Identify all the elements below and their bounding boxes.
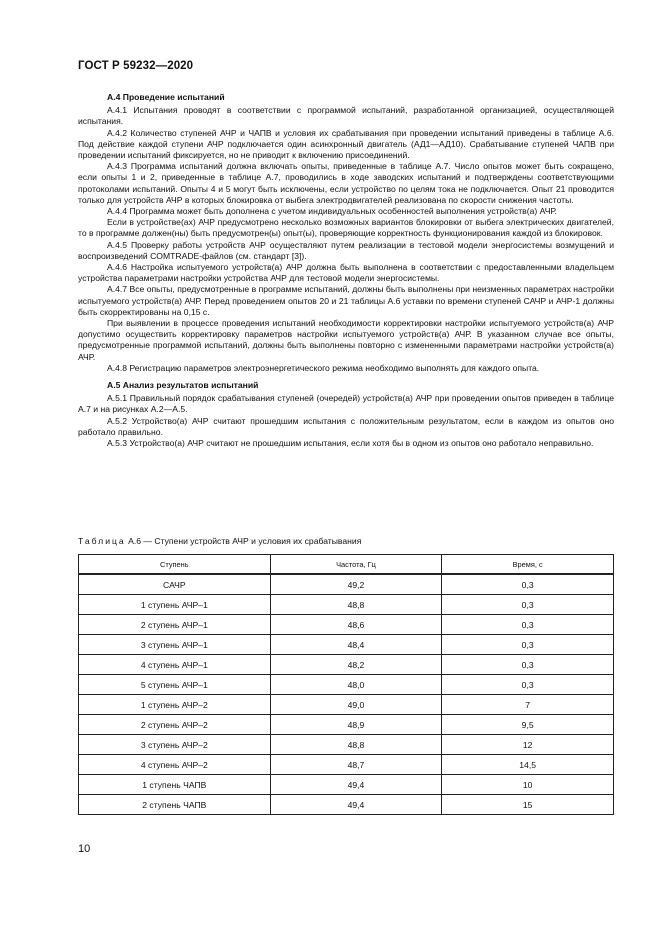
cell-step: 5 ступень АЧР–1 (79, 675, 271, 695)
cell-step: 1 ступень АЧР–1 (79, 595, 271, 615)
cell-step: 1 ступень ЧАПВ (79, 775, 271, 795)
cell-time: 0,3 (442, 675, 614, 695)
steps-table (78, 554, 614, 815)
table-row (79, 595, 614, 615)
cell-frequency: 48,8 (270, 735, 442, 755)
standard-header: ГОСТ Р 59232—2020 (78, 60, 194, 72)
paragraph: А.4.6 Настройка испытуемого устройств(а) АЧР должна быть выполнена в соответствии с предоставленными владельцем устройства параметрами настройки устройства АЧР для тестовой модели энергосистемы. (78, 262, 614, 284)
paragraph: А.5.2 Устройство(а) АЧР считают прошедшим испытания с положительным результатом, если в каждом из опытов оно работало правильно. (78, 415, 614, 437)
cell-frequency: 48,6 (270, 615, 442, 635)
cell-frequency: 49,4 (270, 795, 442, 815)
paragraph: А.4.5 Проверку работы устройств АЧР осуществляют путем реализации в тестовой модели энергосистемы возмущений и воспроизведений COMTRADE-файлов (см. стандарт [3]). (78, 239, 614, 261)
cell-frequency: 48,2 (270, 655, 442, 675)
cell-time: 12 (442, 735, 614, 755)
cell-time: 14,5 (442, 755, 614, 775)
cell-time: 10 (442, 775, 614, 795)
cell-time: 7 (442, 695, 614, 715)
cell-step: 4 ступень АЧР–1 (79, 655, 271, 675)
table-row (79, 655, 614, 675)
document-body (78, 92, 614, 449)
table-caption (78, 536, 361, 546)
cell-step: 2 ступень АЧР–2 (79, 715, 271, 735)
cell-time: 9,5 (442, 715, 614, 735)
cell-time: 15 (442, 795, 614, 815)
cell-time: 0,3 (442, 574, 614, 595)
section-title-a4: А.4 Проведение испытаний (107, 92, 225, 102)
table-row (79, 775, 614, 795)
table-row (79, 574, 614, 595)
table-row (79, 755, 614, 775)
table-row (79, 675, 614, 695)
paragraph: А.5.3 Устройство(а) АЧР считают не прошедшим испытания, если хотя бы в одном из опытов оно работало неправильно. (107, 438, 594, 449)
paragraph: А.4.7 Все опыты, предусмотренные в программе испытаний, должны быть выполнены при неизменных параметрах настройки испытуемого устройств(а) АЧР. Перед проведением опытов 20 и 21 таблицы А.6 уставки по времени ступеней САЧР и АЧР-1 должны быть скорректированы на 0,15 с. (78, 284, 614, 317)
table-caption-text: А.6 — Ступени устройств АЧР и условия их срабатывания (125, 536, 362, 546)
cell-frequency: 48,4 (270, 635, 442, 655)
paragraph: А.4.8 Регистрацию параметров электроэнергетического режима необходимо выполнять для каждого опыта. (107, 362, 540, 373)
cell-step: 2 ступень ЧАПВ (79, 795, 271, 815)
paragraph: Если в устройстве(ах) АЧР предусмотрено несколько возможных вариантов блокировки от выбега электрических двигателей, то в программе должен(ны) быть предусмотрен(ы) опыт(ы), проверяющие корректность функционирования каждой из блокировок. (78, 217, 614, 239)
cell-frequency: 48,7 (270, 755, 442, 775)
cell-frequency: 49,4 (270, 775, 442, 795)
paragraph: А.4.2 Количество ступеней АЧР и ЧАПВ и условия их срабатывания при проведении испытаний приведены в таблице А.6. Под действие каждой ступени АЧР подключается один асинхронный двигатель (АД1—АД10). Срабатывание ступеней ЧАПВ при проведении испытаний фиксируется, но не приводит к включению присоединений. (78, 127, 614, 161)
cell-step: 2 ступень АЧР–1 (79, 615, 271, 635)
page-number: 10 (78, 843, 91, 855)
table-row (79, 795, 614, 815)
cell-time: 0,3 (442, 635, 614, 655)
cell-time: 0,3 (442, 615, 614, 635)
cell-frequency: 48,0 (270, 675, 442, 695)
column-header-frequency: Частота, Гц (270, 555, 442, 575)
cell-step: САЧР (79, 574, 271, 595)
table-caption-word: Таблица (78, 536, 126, 546)
table-row (79, 735, 614, 755)
paragraph: А.5.1 Правильный порядок срабатывания ступеней (очередей) устройств(а) АЧР при проведении опытов приведен в таблице А.7 и на рисунках А.2—А.5. (78, 393, 614, 415)
column-header-time: Время, с (442, 555, 614, 575)
paragraph: А.4.4 Программа может быть дополнена с учетом индивидуальных особенностей выполнения устройств(а) АЧР. (107, 206, 557, 217)
cell-frequency: 49,2 (270, 574, 442, 595)
cell-frequency: 48,9 (270, 715, 442, 735)
cell-time: 0,3 (442, 595, 614, 615)
cell-frequency: 49,0 (270, 695, 442, 715)
paragraph: А.4.3 Программа испытаний должна включать опыты, приведенные в таблице А.7. Число опытов может быть сокращено, если опыты 1 и 2, приведенные в таблице А.7, проводились в ходе заводских испытаний и подтверждены соответствующими протоколами испытаний. Опыты 4 и 5 могут быть исключены, если устройство по целям тока не подключается. Опыт 21 проводится только для устройств АЧР в которых блокировка от выбега электродвигателей реализована по скорости снижения частоты. (78, 161, 614, 205)
cell-time: 0,3 (442, 655, 614, 675)
cell-frequency: 48,8 (270, 595, 442, 615)
table-row (79, 695, 614, 715)
paragraph: При выявлении в процессе проведения испытаний необходимости корректировки настройки испытуемого устройств(а) АЧР допустимо осуществить корректировку параметров настройки испытуемого устройств(а) АЧР. В указанном случае все опыты, предусмотренные программой испытаний, должны быть выполнены повторно с измененными параметрами настройки устройств(а) АЧР. (78, 318, 614, 362)
cell-step: 3 ступень АЧР–2 (79, 735, 271, 755)
cell-step: 1 ступень АЧР–2 (79, 695, 271, 715)
column-header-step: Ступень (79, 555, 271, 575)
cell-step: 3 ступень АЧР–1 (79, 635, 271, 655)
table-row (79, 615, 614, 635)
table-row (79, 635, 614, 655)
section-title-a5: А.5 Анализ результатов испытаний (107, 380, 259, 391)
paragraph: А.4.1 Испытания проводят в соответствии с программой испытаний, разработанной организацией, осуществляющей испытания. (78, 105, 614, 127)
table-row (79, 715, 614, 735)
cell-step: 4 ступень АЧР–2 (79, 755, 271, 775)
table-header-row (79, 555, 614, 575)
